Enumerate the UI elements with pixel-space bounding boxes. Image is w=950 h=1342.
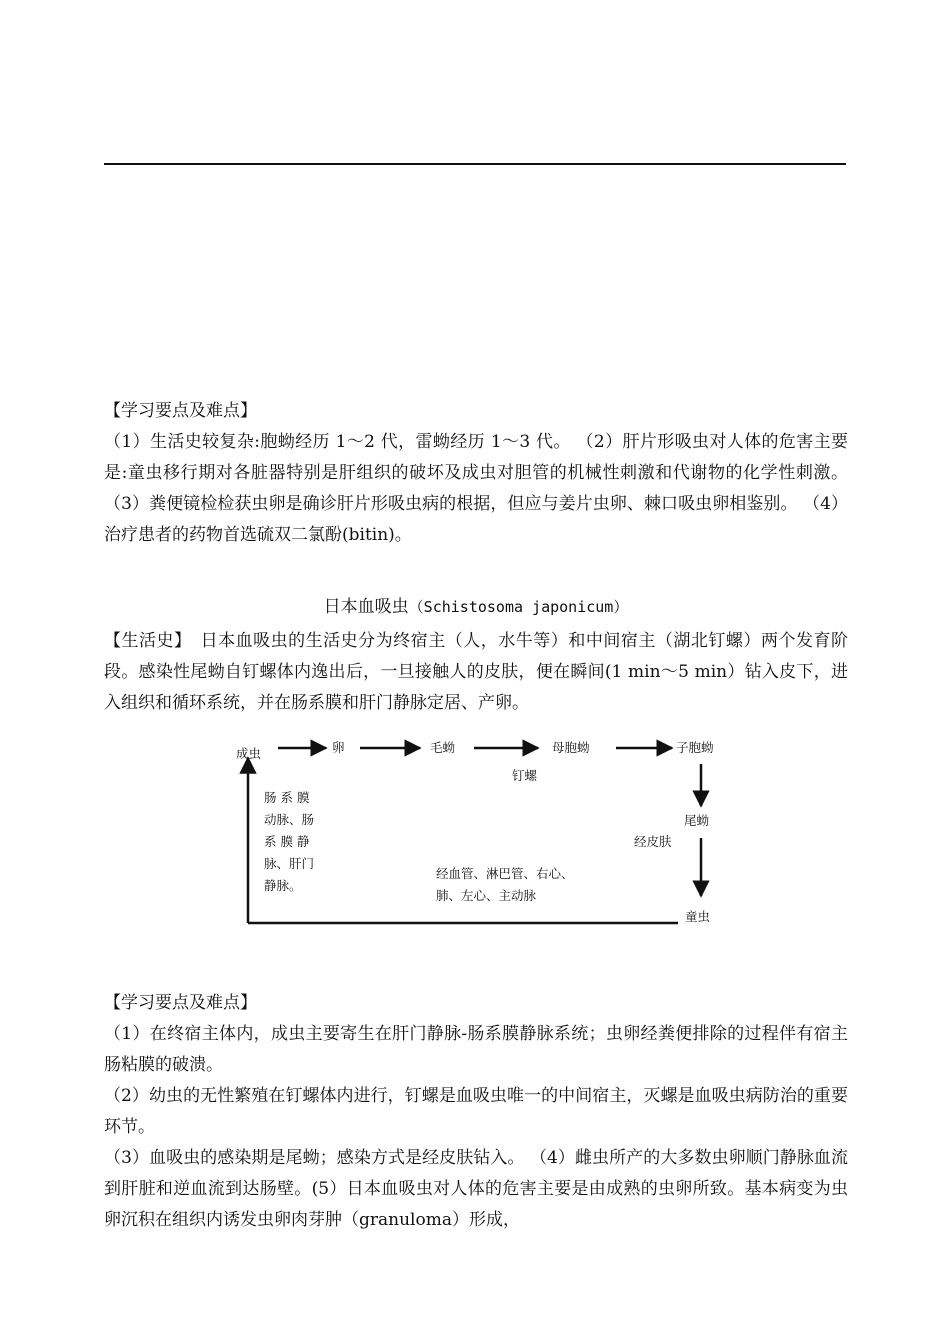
paragraph: （2）幼虫的无性繁殖在钉螺体内进行，钉螺是血吸虫唯一的中间宿主，灭螺是血吸虫病防治的重要环节。	[104, 1086, 848, 1137]
label-via-skin: 经皮肤	[634, 834, 672, 849]
paragraph: （3）血吸虫的感染期是尾蚴；感染方式是经皮肤钻入。 （4）雌虫所产的大多数虫卵顺门静脉血流到肝脏和逆血流到达肠壁。(5）日本血吸虫对人体的危害主要是由成熟的虫卵所致。基本病变为虫卵沉积在组织内诱发虫卵肉芽肿（granuloma）形成，	[104, 1148, 848, 1230]
vessels-line: 系 膜 静	[264, 834, 310, 849]
section-heading: 【学习要点及难点】	[104, 993, 257, 1013]
lifecycle-diagram	[228, 730, 728, 936]
label-mother-sporocyst: 母胞蚴	[552, 740, 590, 755]
section-key-points-1	[104, 396, 848, 551]
section-lifecycle	[104, 626, 848, 719]
page-title	[104, 593, 848, 621]
paragraph: （1）在终宿主体内，成虫主要寄生在肝门静脉-肠系膜静脉系统；虫卵经粪便排除的过程伴有宿主肠粘膜的破溃。	[104, 1024, 848, 1075]
label-daughter-sporocyst: 子胞蚴	[676, 740, 714, 755]
route-line: 肺、左心、主动脉	[436, 888, 537, 903]
title-chinese: 日本血吸虫	[323, 597, 409, 617]
title-latin: （Schistosoma japonicum）	[408, 598, 629, 616]
label-egg: 卵	[332, 740, 345, 755]
lifecycle-text: 日本血吸虫的生活史分为终宿主（人，水牛等）和中间宿主（湖北钉螺）两个发育阶段。感染性尾蚴自钉螺体内逸出后，一旦接触人的皮肤，便在瞬间(1 min～5 min）钻入皮下，进入组织和循环系统，并在肠系膜和肝门静脉定居、产卵。	[104, 631, 849, 713]
label-snail: 钉螺	[512, 768, 538, 783]
vessels-line: 动脉、肠	[264, 812, 315, 827]
label-miracidium: 毛蚴	[430, 740, 456, 755]
vessels-line: 静脉。	[264, 878, 302, 893]
label-cercaria: 尾蚴	[684, 813, 710, 828]
route-line: 经血管、淋巴管、右心、	[436, 866, 574, 881]
lifecycle-label: 【生活史】	[104, 631, 192, 651]
section-heading: 【学习要点及难点】	[104, 401, 257, 421]
header-rule	[104, 163, 846, 165]
label-schistosomulum: 童虫	[685, 909, 711, 924]
section-key-points-2	[104, 988, 848, 1236]
vessels-line: 脉、肝门	[264, 856, 315, 871]
label-adult: 成虫	[236, 746, 262, 761]
paragraph: （1）生活史较复杂:胞蚴经历 1～2 代，雷蚴经历 1～3 代。 （2）肝片形吸虫对人体的危害主要是:童虫移行期对各脏器特别是肝组织的破坏及成虫对胆管的机械性刺激和代谢物的化学性刺激。 （3）粪便镜检检获虫卵是确诊肝片形吸虫病的根据，但应与姜片虫卵、棘口吸虫卵相鉴别。 （4）治疗患者的药物首选硫双二氯酚(bitin)。	[104, 432, 848, 545]
vessels-line: 肠 系 膜	[264, 790, 310, 805]
